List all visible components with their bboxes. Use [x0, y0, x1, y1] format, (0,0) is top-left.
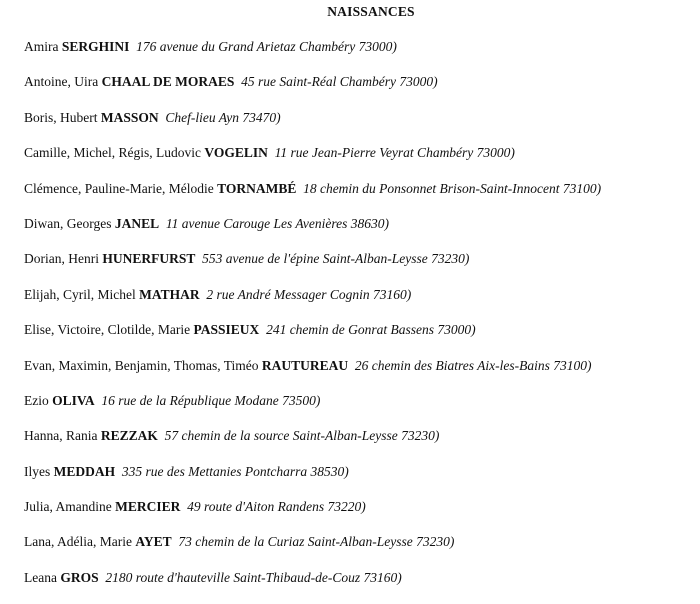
- given-names: Lana, Adélia, Marie: [24, 534, 132, 550]
- address: 16 rue de la République Modane 73500): [101, 392, 321, 408]
- list-item: [24, 180, 601, 215]
- list-item: [24, 569, 601, 604]
- address: 26 chemin des Biatres Aix-les-Bains 73100): [354, 357, 592, 373]
- surname: VOGELIN: [204, 145, 268, 161]
- address: 57 chemin de la source Saint-Alban-Leysse 73230): [164, 428, 440, 444]
- surname: MATHAR: [139, 286, 200, 302]
- address: 11 rue Jean-Pierre Veyrat Chambéry 73000): [274, 145, 515, 161]
- given-names: Diwan, Georges: [24, 215, 112, 231]
- list-item: [24, 533, 601, 568]
- address: 2 rue André Messager Cognin 73160): [206, 286, 412, 302]
- address: 176 avenue du Grand Arietaz Chambéry 73000): [136, 39, 397, 54]
- given-names: Ezio: [24, 392, 49, 408]
- page-title: NAISSANCES: [327, 4, 415, 19]
- given-names: Ilyes: [24, 463, 51, 479]
- surname: MASSON: [100, 109, 159, 125]
- list-item: [24, 392, 601, 427]
- given-names: Elise, Victoire, Clotilde, Marie: [24, 322, 191, 338]
- given-names: Amira: [24, 39, 59, 54]
- given-names: Evan, Maximin, Benjamin, Thomas, Timéo: [24, 357, 259, 373]
- given-names: Leana: [24, 569, 57, 585]
- surname: RAUTUREAU: [261, 357, 349, 373]
- given-names: Hanna, Rania: [24, 428, 98, 444]
- address: 553 avenue de l'épine Saint-Alban-Leysse 73230): [202, 251, 470, 267]
- address: 241 chemin de Gonrat Bassens 73000): [266, 322, 476, 338]
- surname: OLIVA: [52, 392, 95, 408]
- given-names: Boris, Hubert: [24, 109, 98, 125]
- list-item: [24, 144, 601, 179]
- surname: JANEL: [114, 215, 160, 231]
- list-item: [24, 73, 601, 108]
- surname: PASSIEUX: [193, 322, 260, 338]
- address: 18 chemin du Ponsonnet Brison-Saint-Innocent 73100): [303, 180, 602, 196]
- list-item: [24, 357, 601, 392]
- surname: GROS: [60, 569, 99, 585]
- given-names: Clémence, Pauline-Marie, Mélodie: [24, 180, 214, 196]
- given-names: Elijah, Cyril, Michel: [24, 286, 136, 302]
- surname: MERCIER: [115, 499, 181, 515]
- surname: CHAAL DE MORAES: [101, 74, 235, 90]
- given-names: Antoine, Uira: [24, 74, 99, 90]
- surname: SERGHINI: [61, 39, 130, 54]
- surname: AYET: [135, 534, 172, 550]
- given-names: Julia, Amandine: [24, 499, 112, 515]
- surname: HUNERFURST: [102, 251, 196, 267]
- address: 45 rue Saint-Réal Chambéry 73000): [241, 74, 438, 90]
- given-names: Dorian, Henri: [24, 251, 99, 267]
- address: Chef-lieu Ayn 73470): [165, 109, 281, 125]
- address: 73 chemin de la Curiaz Saint-Alban-Leysse 73230): [178, 534, 455, 550]
- address: 2180 route d'hauteville Saint-Thibaud-de-Couz 73160): [105, 569, 402, 585]
- list-item: [24, 463, 601, 498]
- list-item: [24, 215, 601, 250]
- list-item: [24, 427, 601, 462]
- list-item: [24, 498, 601, 533]
- given-names: Camille, Michel, Régis, Ludovic: [24, 145, 201, 161]
- list-item: [24, 286, 601, 321]
- list-item: [24, 109, 601, 144]
- birth-list: [24, 38, 601, 604]
- address: 49 route d'Aiton Randens 73220): [187, 499, 366, 515]
- surname: MEDDAH: [53, 463, 116, 479]
- list-item: [24, 38, 601, 73]
- address: 11 avenue Carouge Les Avenières 38630): [165, 215, 389, 231]
- address: 335 rue des Mettanies Pontcharra 38530): [121, 463, 349, 479]
- list-item: [24, 250, 601, 285]
- list-item: [24, 321, 601, 356]
- surname: TORNAMBÉ: [217, 180, 297, 196]
- surname: REZZAK: [100, 428, 158, 444]
